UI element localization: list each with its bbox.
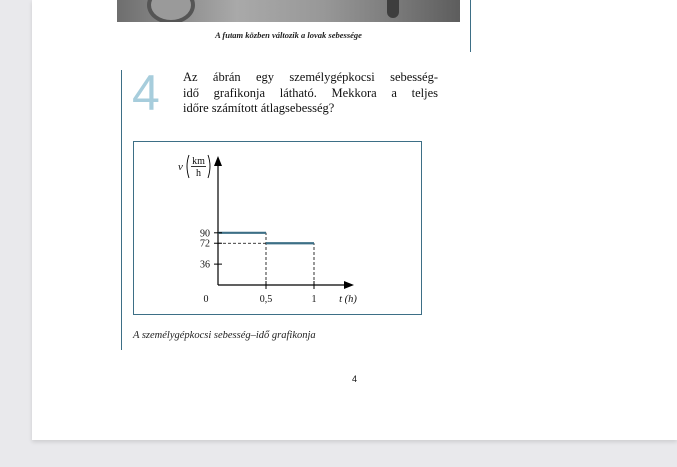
y-bracket-left <box>187 155 189 178</box>
carriage-wheel <box>147 0 195 22</box>
exercise-rule <box>121 70 122 350</box>
question-line: idő grafikonja látható. Mekkora a teljes <box>183 85 438 100</box>
photo-caption: A futam közben változik a lovak sebessége <box>215 30 362 40</box>
graph-caption: A személygépkocsi sebesség–idő grafikonja <box>133 330 316 341</box>
horse-leg <box>387 0 399 18</box>
x-tick-label: 1 <box>311 294 317 305</box>
x-axis-arrow <box>344 281 354 289</box>
y-tick-label: 36 <box>200 259 210 271</box>
y-axis-arrow <box>214 156 222 166</box>
exercise-question <box>183 70 438 117</box>
divider-line <box>470 0 471 52</box>
origin-label: 0 <box>203 294 209 305</box>
x-tick-label: 0,5 <box>259 294 273 305</box>
page-number: 4 <box>352 374 358 384</box>
chart-svg <box>134 142 423 316</box>
question-line: Az ábrán egy személygépkocsi sebesség- <box>183 70 438 84</box>
photo-of-horse-carriage <box>117 0 460 22</box>
x-axis-label: t (h) <box>339 294 357 305</box>
y-tick-label: 90 <box>200 228 210 240</box>
y-axis-symbol: v <box>178 161 183 173</box>
y-unit-denominator: h <box>196 168 201 179</box>
y-tick-label: 72 <box>200 238 210 250</box>
exercise-number: 4 <box>132 65 160 121</box>
question-line: időre számított átlagsebesség? <box>183 101 335 115</box>
velocity-time-graph <box>133 141 422 315</box>
y-bracket-right <box>208 155 210 178</box>
y-unit-numerator: km <box>192 156 205 167</box>
